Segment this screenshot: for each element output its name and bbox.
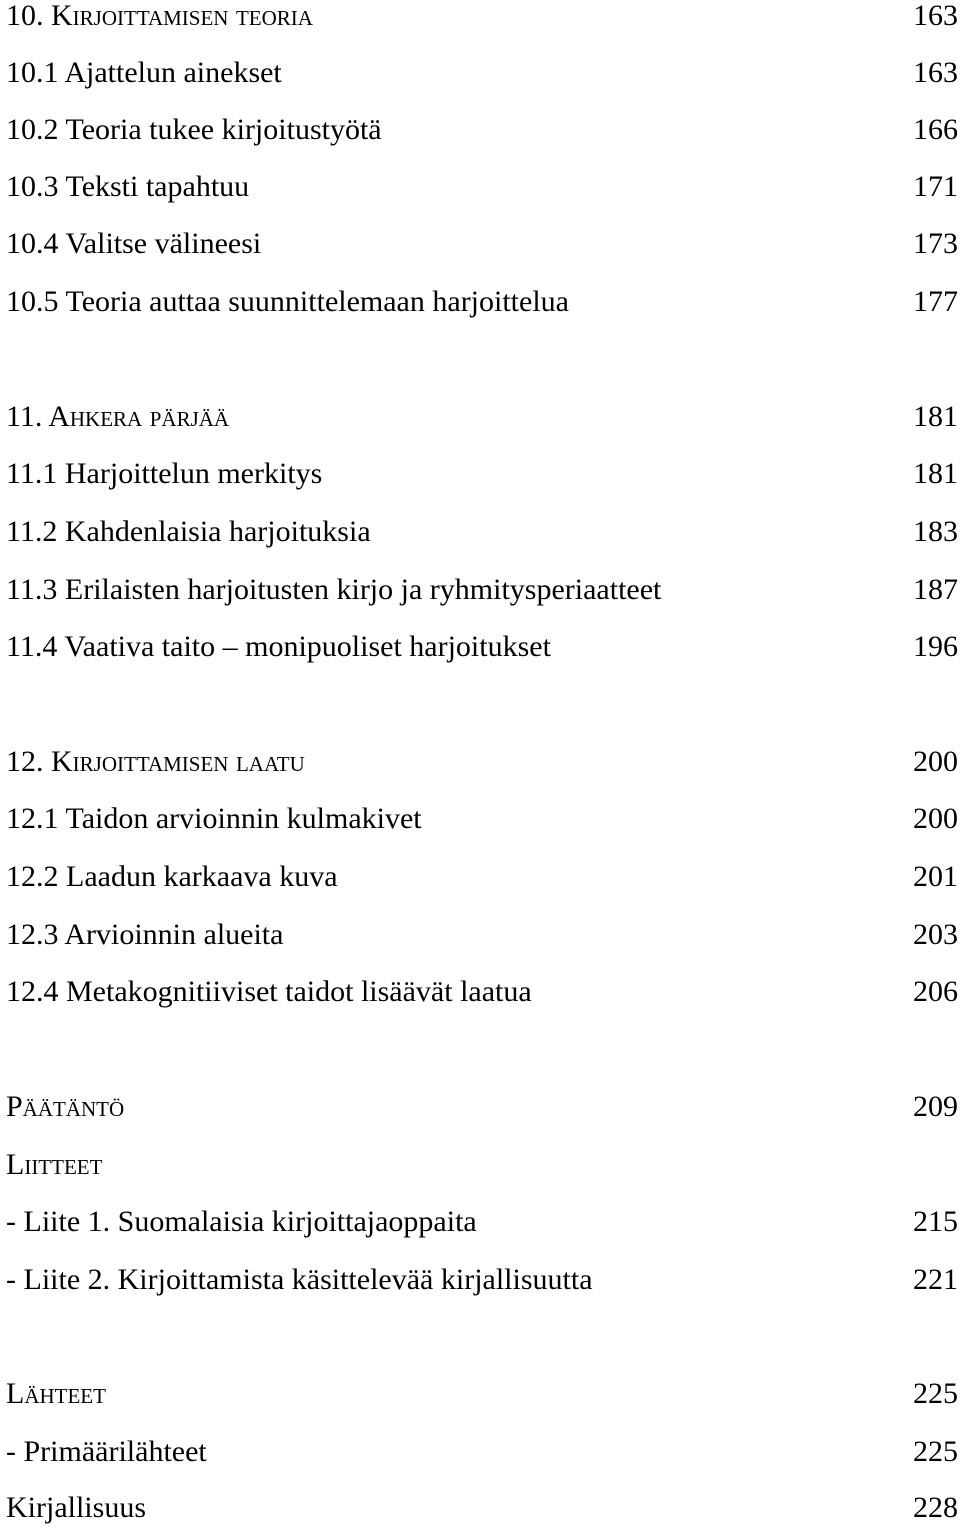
toc-section-row [6,53,958,93]
toc-entry-page: 171 [913,170,958,203]
toc-entry-page: 173 [913,227,958,260]
toc-entry-page: 215 [913,1205,958,1238]
toc-entry-title: 10.1 Ajattelun ainekset [6,56,282,89]
toc-entry-title: 11.3 Erilaisten harjoitusten kirjo ja ryhmitysperiaatteet [6,573,662,606]
toc-section-row [6,110,958,150]
toc-entry-title: 12.3 Arvioinnin alueita [6,918,284,951]
toc-section-row [6,454,958,494]
toc-entry-title: Kirjallisuus [6,1491,146,1524]
toc-section-row [6,1202,958,1242]
toc-entry-title: 12. Kirjoittamisen laatu [6,745,305,778]
toc-entry-title: 10.3 Teksti tapahtuu [6,170,250,203]
toc-chapter-row [6,1145,958,1185]
toc-section-row [6,972,958,1012]
toc-section-row [6,857,958,897]
toc-entry-page: 196 [913,630,958,663]
toc-entry-page: 187 [913,573,958,606]
toc-section-row [6,627,958,667]
toc-section-row [6,282,958,322]
toc-entry-page: 181 [913,457,958,490]
toc-chapter-row [6,1374,958,1414]
toc-entry-page: 181 [913,400,958,433]
toc-section-row [6,512,958,552]
toc-entry-page: 200 [913,802,958,835]
toc-section-row [6,224,958,264]
toc-section-row [6,799,958,839]
toc-section-row [6,1488,958,1528]
toc-entry-page: 183 [913,515,958,548]
toc-chapter-row [6,1087,958,1127]
toc-entry-page: 166 [913,113,958,146]
toc-section-row [6,1260,958,1300]
toc-entry-title: - Liite 2. Kirjoittamista käsittelevää kirjallisuutta [6,1263,593,1296]
toc-entry-page: 201 [913,860,958,893]
toc-entry-title: - Primäärilähteet [6,1435,207,1468]
toc-entry-title: 11. Ahkera pärjää [6,400,230,433]
toc-entry-title: Liitteet [6,1148,103,1181]
toc-entry-title: 10.4 Valitse välineesi [6,227,262,260]
toc-chapter-row [6,742,958,782]
toc-chapter-row [6,0,958,36]
toc-entry-title: 11.4 Vaativa taito – monipuoliset harjoitukset [6,630,551,663]
toc-section-row [6,1432,958,1472]
toc-entry-page: 163 [913,0,958,32]
toc-entry-page: 228 [913,1491,958,1524]
toc-entry-title: Päätäntö [6,1090,125,1123]
toc-entry-page: 177 [913,285,958,318]
toc-entry-title: 10.2 Teoria tukee kirjoitustyötä [6,113,382,146]
toc-entry-title: 11.2 Kahdenlaisia harjoituksia [6,515,371,548]
toc-entry-title: 11.1 Harjoittelun merkitys [6,457,323,490]
toc-entry-page: 163 [913,56,958,89]
toc-section-row [6,570,958,610]
toc-entry-title: 12.4 Metakognitiiviset taidot lisäävät laatua [6,975,532,1008]
toc-section-row [6,167,958,207]
toc-chapter-row [6,397,958,437]
toc-entry-page: 225 [913,1435,958,1468]
toc-entry-title: 12.1 Taidon arvioinnin kulmakivet [6,802,422,835]
toc-entry-page: 221 [913,1263,958,1296]
toc-entry-title: Lähteet [6,1377,106,1410]
toc-section-row [6,915,958,955]
toc-entry-page: 209 [913,1090,958,1123]
toc-entry-title: - Liite 1. Suomalaisia kirjoittajaoppaita [6,1205,477,1238]
toc-entry-page: 203 [913,918,958,951]
toc-entry-title: 10.5 Teoria auttaa suunnittelemaan harjoittelua [6,285,569,318]
toc-entry-page: 200 [913,745,958,778]
toc-entry-title: 12.2 Laadun karkaava kuva [6,860,338,893]
toc-entry-page: 206 [913,975,958,1008]
toc-entry-title: 10. Kirjoittamisen teoria [6,0,313,32]
toc-entry-page: 225 [913,1377,958,1410]
